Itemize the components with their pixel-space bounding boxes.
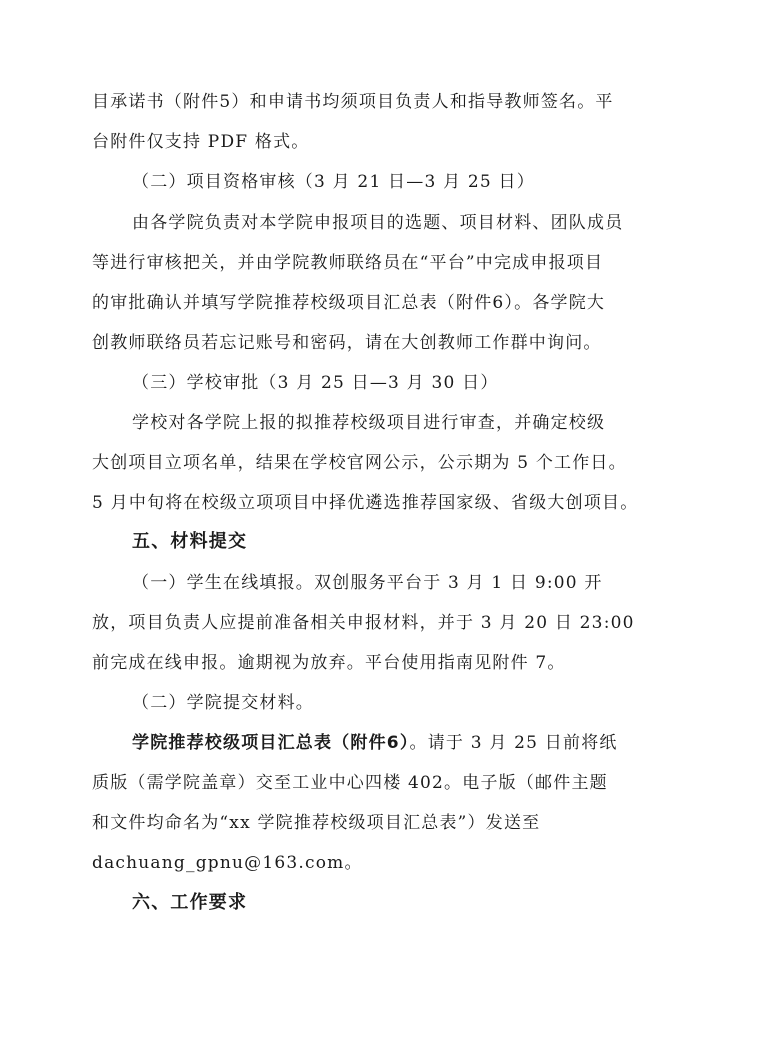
- paragraph-line: 大创项目立项名单，结果在学校官网公示，公示期为 5 个工作日。: [92, 453, 627, 473]
- paragraph-text: 。请于 3 月 25 日前将纸: [409, 733, 618, 753]
- paragraph-line: 创教师联络员若忘记账号和密码，请在大创教师工作群中询问。: [92, 333, 602, 353]
- paragraph-line: 由各学院负责对本学院申报项目的选题、项目材料、团队成员: [132, 213, 624, 233]
- bold-text: 学院推荐校级项目汇总表（附件6）: [132, 733, 410, 753]
- paragraph-line: 学校对各学院上报的拟推荐校级项目进行审查，并确定校级: [132, 413, 606, 433]
- email-address-line: dachuang_gpnu@163.com。: [92, 853, 363, 873]
- paragraph-line: 等进行审核把关，并由学院教师联络员在“平台”中完成申报项目: [92, 253, 604, 273]
- subsection-title-2: （二）项目资格审核（3 月 21 日—3 月 25 日）: [132, 172, 535, 192]
- paragraph-line: 前完成在线申报。逾期视为放弃。平台使用指南见附件 7。: [92, 653, 566, 673]
- paragraph-line-bold-lead: [132, 731, 618, 755]
- paragraph-line: 质版（需学院盖章）交至工业中心四楼 402。电子版（邮件主题: [92, 773, 608, 793]
- paragraph-line: （一）学生在线填报。双创服务平台于 3 月 1 日 9:00 开: [132, 573, 603, 593]
- subsection-title-3: （三）学校审批（3 月 25 日—3 月 30 日）: [132, 373, 499, 393]
- paragraph-line: 放，项目负责人应提前准备相关申报材料，并于 3 月 20 日 23:00: [92, 613, 635, 633]
- paragraph-line: 的审批确认并填写学院推荐校级项目汇总表（附件6）。各学院大: [92, 293, 606, 313]
- section-heading-5: 五、材料提交: [132, 531, 248, 552]
- paragraph-line: 台附件仅支持 PDF 格式。: [92, 132, 310, 152]
- section-heading-6: 六、工作要求: [132, 892, 248, 913]
- subsection-title-college-materials: （二）学院提交材料。: [132, 693, 314, 713]
- paragraph-line: 和文件均命名为“xx 学院推荐校级项目汇总表”）发送至: [92, 813, 541, 833]
- paragraph-line: 目承诺书（附件5）和申请书均须项目负责人和指导教师签名。平: [92, 92, 614, 112]
- paragraph-line: 5 月中旬将在校级立项项目中择优遴选推荐国家级、省级大创项目。: [92, 493, 639, 513]
